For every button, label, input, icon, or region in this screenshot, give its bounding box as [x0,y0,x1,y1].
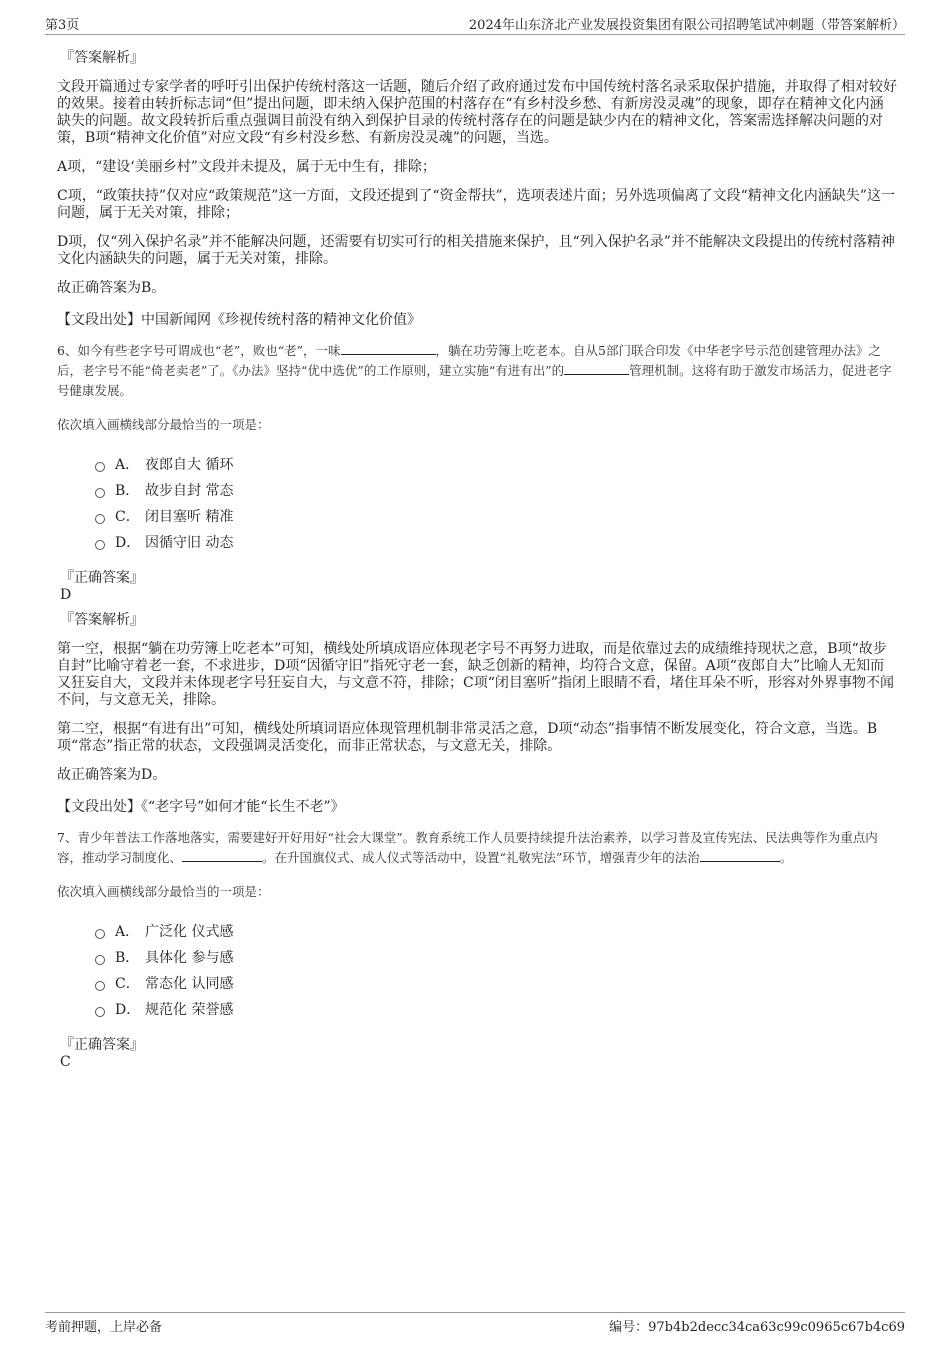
q6-prompt: 依次填入画横线部分最恰当的一项是： [57,417,270,432]
q5-analysis-label: 『答案解析』 [60,50,144,66]
q6-blank-2 [564,362,629,375]
radio-icon[interactable] [95,540,105,550]
page-footer [45,1312,905,1335]
radio-icon[interactable] [95,488,105,498]
q7-option-d[interactable]: D． 规范化 荣誉感 [95,996,897,1022]
page-number: 第3页 [45,18,80,33]
q6-options [95,451,897,555]
radio-icon[interactable] [95,462,105,472]
q7-blank-2 [700,849,780,862]
q6-conclusion: 故正确答案为D。 [57,767,167,783]
q6-analysis-paragraph: 第一空，根据“躺在功劳簿上吃老本”可知，横线处所填成语应体现老字号不再努力进取，而是依靠过去的成绩维持现状之意，B项“故步自封”比喻守着老一套，不求进步，D项“因循守旧”指死守老一套，缺乏创新的精神，均符合文意，保留。A项“夜郎自大”比喻人无知而又狂妄自大，文段并未体现老字号狂妄自大，与文意不符，排除；C项“闭目塞听”指闭上眼睛不看，堵住耳朵不听，形容对外界事物不闻不问，与文意无关，排除。 [57,641,895,708]
q5-conclusion: 故正确答案为B。 [57,280,166,296]
q7-options [95,918,897,1022]
q6-analysis-paragraph: 第二空，根据“有进有出”可知，横线处所填词语应体现管理机制非常灵活之意，D项“动态”指事情不断发展变化，符合文意，当选。B项“常态”指正常的状态，文段强调灵活变化，而非正常状态，与文意无关，排除。 [57,721,878,754]
q5-analysis-paragraph: 文段开篇通过专家学者的呼吁引出保护传统村落这一话题，随后介绍了政府通过发布中国传统村落名录采取保护措施，并取得了相对较好的效果。接着由转折标志词“但”提出问题，即未纳入保护范围的村落存在“有乡村没乡愁、有新房没灵魂”的现象，即存在精神文化内涵缺失的问题。故文段转折后重点强调目前没有纳入到保护目录的传统村落存在的问题是缺少内在的精神文化，答案需选择解决问题的对策，B项“精神文化价值”对应文段“有乡村没乡愁、有新房没灵魂”的问题，当选。 [57,79,897,146]
page-header [45,12,905,35]
q6-source: 【文段出处】《“老字号”如何才能“长生不老”》 [57,799,345,815]
q7-answer-label: 『正确答案』 [60,1037,144,1053]
radio-icon[interactable] [95,1007,105,1017]
q5-analysis-paragraph: C项，“政策扶持”仅对应“政策规范”这一方面，文段还提到了“资金帮扶”，选项表述片面；另外选项偏离了文段“精神文化内涵缺失”这一问题，属于无关对策，排除； [57,188,895,221]
q6-option-c[interactable]: C． 闭目塞听 精准 [95,503,897,529]
q6-question [57,341,897,401]
q6-answer: D [60,587,72,603]
q7-prompt: 依次填入画横线部分最恰当的一项是： [57,884,270,899]
q7-option-b[interactable]: B． 具体化 参与感 [95,944,897,970]
q6-answer-label: 『正确答案』 [60,570,144,586]
document-title: 2024年山东济北产业发展投资集团有限公司招聘笔试冲刺题（带答案解析） [468,18,905,33]
footer-slogan: 考前押题，上岸必备 [45,1320,163,1335]
q6-option-b[interactable]: B． 故步自封 常态 [95,477,897,503]
q7-option-a[interactable]: A． 广泛化 仪式感 [95,918,897,944]
q7-text-part: 。 [779,850,793,865]
document-body [57,47,897,1070]
q6-text-part: ，躺在功劳簿上吃老本。自从5部门联合印发《中华老字号示范创建管理办法》之后，老字号不能“倚老卖老”了。《办法》坚持“优中选优”的工作原则，建立实施“有进有出”的 [57,343,881,378]
q6-option-d[interactable]: D． 因循守旧 动态 [95,529,897,555]
q5-analysis-paragraph: D项，仅“列入保护名录”并不能解决问题，还需要有切实可行的相关措施来保护，且“列入保护名录”并不能解决文段提出的传统村落精神文化内涵缺失的问题，属于无关对策，排除。 [57,234,895,267]
radio-icon[interactable] [95,514,105,524]
q6-analysis-label: 『答案解析』 [60,612,144,628]
radio-icon[interactable] [95,981,105,991]
q7-text-part: 。在升国旗仪式、成人仪式等活动中，设置“礼敬宪法”环节，增强青少年的法治 [262,850,700,865]
q6-option-a[interactable]: A． 夜郎自大 循环 [95,451,897,477]
q7-text-part: 7、青少年普法工作落地落实，需要建好开好用好“社会大课堂”。教育系统工作人员要持续提升法治素养，以学习普及宣传宪法、民法典等作为重点内容，推动学习制度化、 [57,830,878,865]
q7-question [57,828,897,868]
q7-option-c[interactable]: C． 常态化 认同感 [95,970,897,996]
q6-blank-1 [341,342,436,355]
q5-analysis-paragraph: A项，“建设‘美丽乡村”文段并未提及，属于无中生有，排除； [57,159,436,175]
q7-blank-1 [182,849,262,862]
q5-source: 【文段出处】中国新闻网《珍视传统村落的精神文化价值》 [57,312,421,328]
document-id: 编号：97b4b2decc34ca63c99c0965c67b4c69 [609,1320,905,1335]
radio-icon[interactable] [95,955,105,965]
q7-answer: C [60,1054,71,1070]
q6-text-part: 管理机制。这将有助于激发市场活力，促进老字号健康发展。 [57,363,892,398]
radio-icon[interactable] [95,929,105,939]
q6-text-part: 6、如今有些老字号可谓成也“老”，败也“老”，一味 [57,343,341,358]
